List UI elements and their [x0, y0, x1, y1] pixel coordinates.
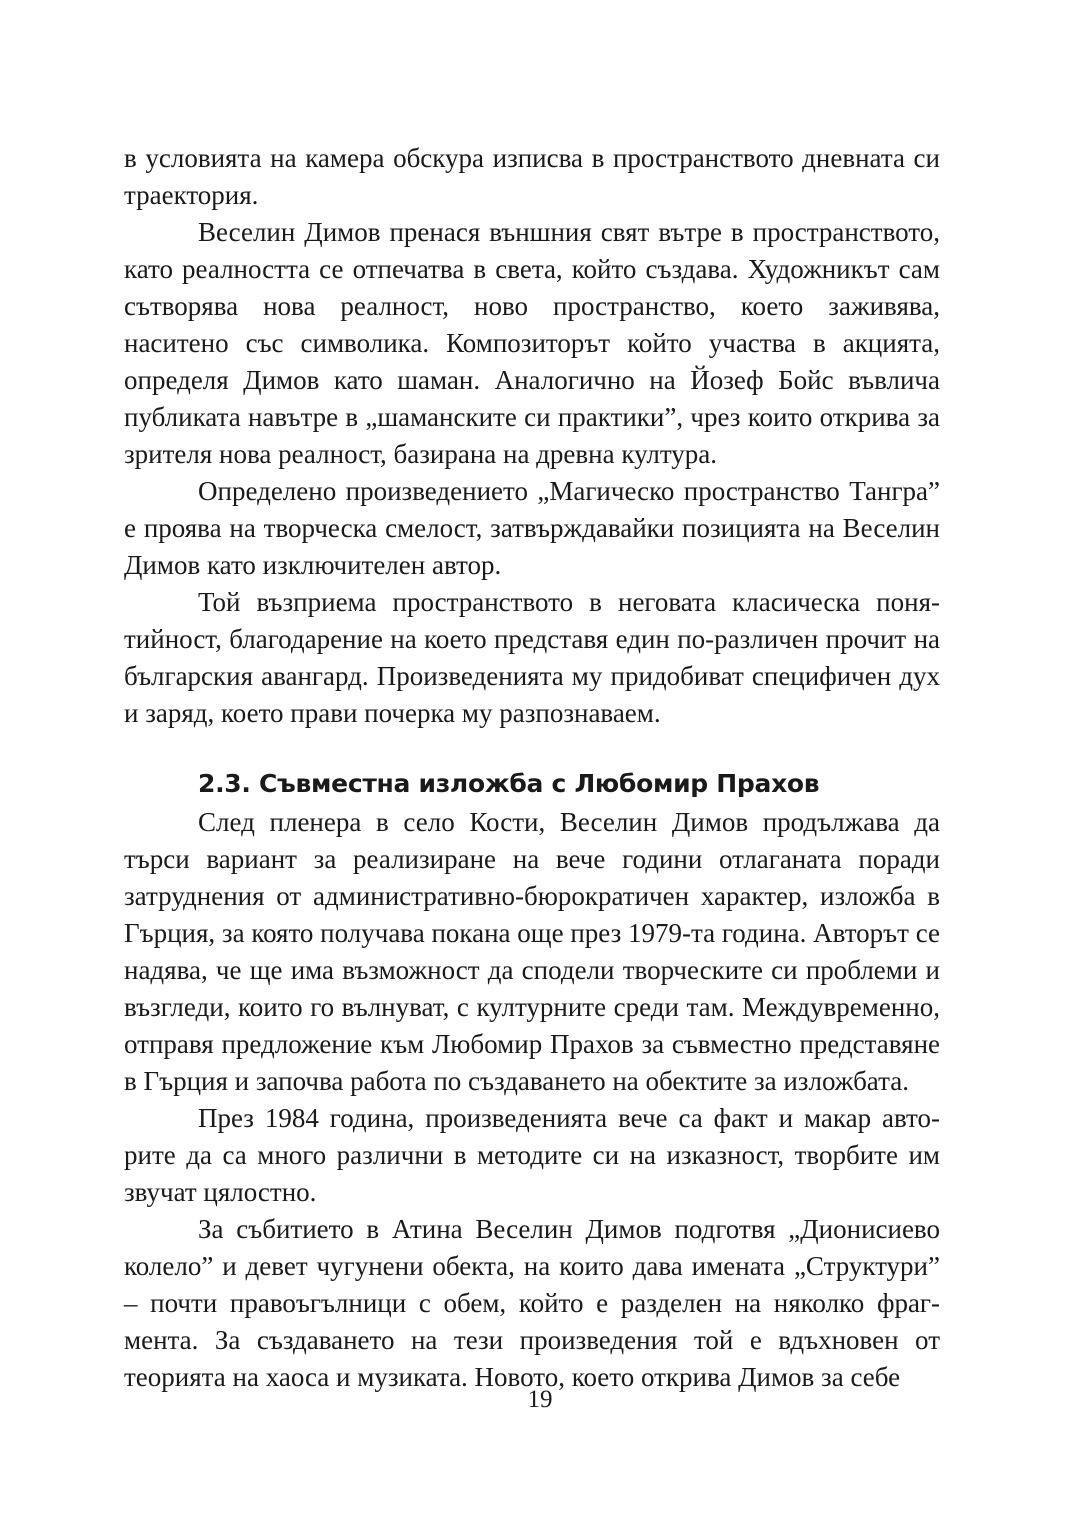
- paragraph-continuation: в условията на камера обскура изписва в пространството дневната си траектория.: [124, 143, 940, 210]
- paragraph: За събитието в Атина Веселин Димов подготвя „Дионисиево колело” и девет чугунени обекта, на които дава имената „Структури” – почти правоъгълници с обем, който е разделен на няколко фрагмента. За създаването на тези произведения той е вдъхновен от теорията на хаоса и музиката. Новото, което открива Димов за себе: [124, 1214, 940, 1392]
- paragraph: Определено произведението „Магическо пространство Тангра” е проява на творческа смелост, затвърждавайки позицията на Веселин Димов като изключителен автор.: [124, 476, 940, 580]
- section-heading: 2.3. Съвместна изложба с Любомир Прахов: [198, 769, 820, 798]
- paragraph: Веселин Димов пренася външния свят вътре в пространството, като реалността се отпечатва в света, който създава. Художникът сам сътворява нова реалност, ново пространство, което заживява, наситено със символика. Композиторът който участва в акцията, определя Димов като шаман. Аналогично на Йозеф Бойс въвлича публиката навътре в „шаманските си практики”, чрез които открива за зрителя нова реалност, базирана на древна култура.: [124, 217, 940, 469]
- paragraph: През 1984 година, произведенията вече са факт и макар авторите да са много различни в методите си на изказност, творбите им звучат цялостно.: [124, 1103, 940, 1207]
- paragraph: Той възприема пространството в неговата класическа понятийност, благодарение на което представя един по-различен прочит на българския авангард. Произведенията му придобиват специфичен дух и заряд, което прави почерка му разпознаваем.: [124, 587, 940, 728]
- page-number: 19: [527, 1386, 553, 1413]
- text-block: [124, 140, 940, 1396]
- paragraph: След пленера в село Кости, Веселин Димов продължава да търси вариант за реализиране на вече години отлаганата поради затруднения от административно-бюрократичен характер, изложба в Гърция, за която получава покана още през 1979-та година. Авторът се надява, че ще има възможност да сподели творческите си проблеми и възгледи, които го вълнуват, с културните среди там. Междувременно, отправя предложение към Любомир Прахов за съвместно представяне в Гърция и започва работа по създаването на обектите за изложбата.: [124, 807, 940, 1096]
